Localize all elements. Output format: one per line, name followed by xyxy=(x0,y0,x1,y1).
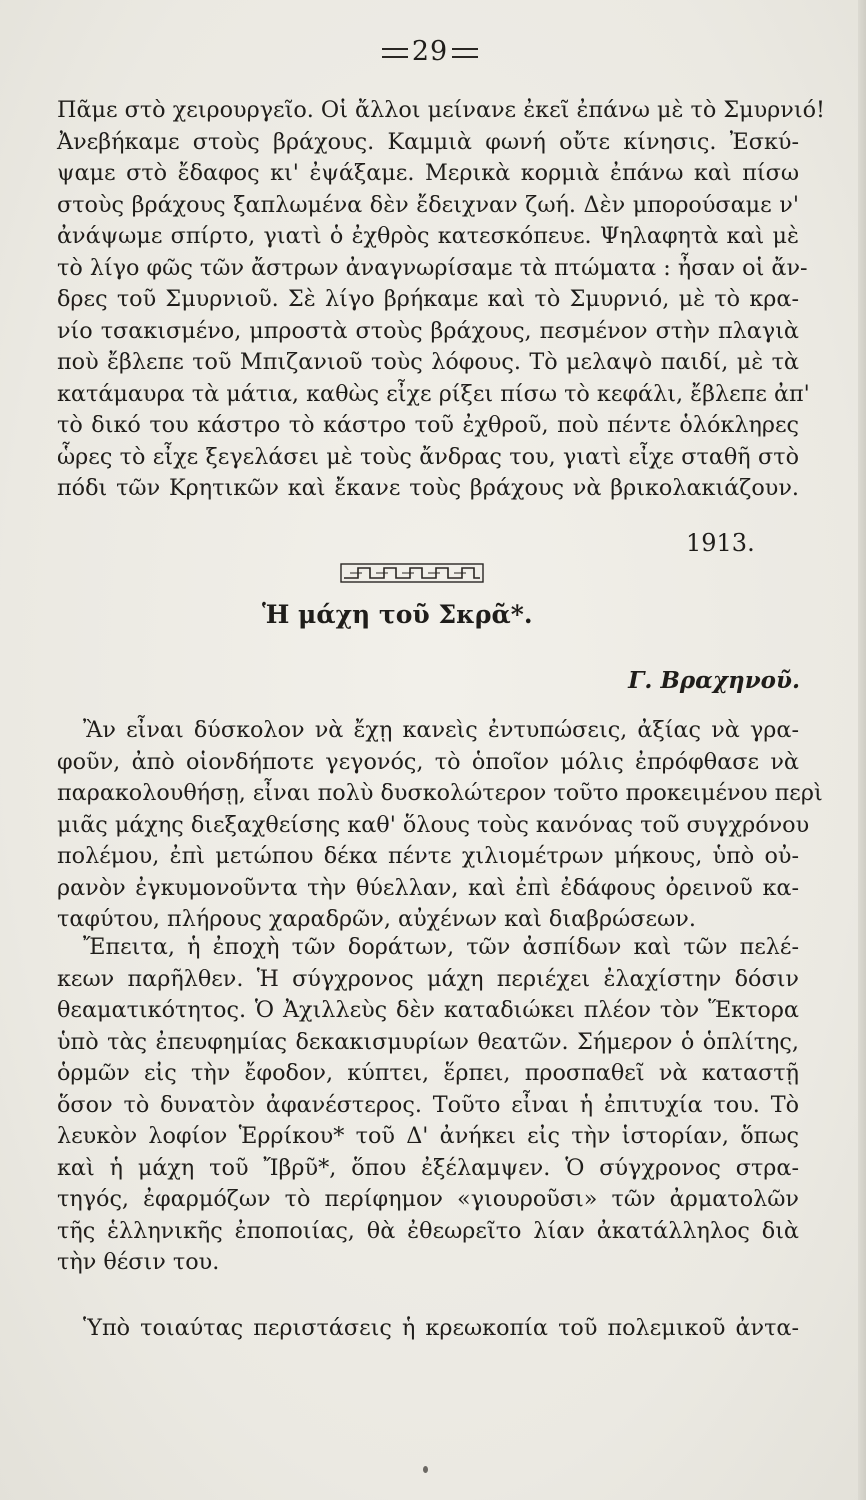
text-line: ἀνάψωμε σπίρτο, γιατὶ ὁ ἐχθρὸς κατεσκόπευε. Ψηλαφητὰ καὶ μὲ xyxy=(57,223,799,249)
text-line: Ἀνεβήκαμε στοὺς βράχους. Καμμιὰ φωνή οὔτε κίνησις. Ἐσκύ- xyxy=(57,128,799,155)
page-edge xyxy=(858,0,866,1500)
text-line: Πᾶμε στὸ χειρουργεῖο. Οἱ ἄλλοι μείνανε ἐκεῖ ἐπάνω μὲ τὸ Σμυρνιό! xyxy=(57,97,825,123)
ornament-divider xyxy=(340,560,484,586)
article-title: Ἡ μάχη τοῦ Σκρᾶ*. xyxy=(262,600,533,629)
text-line: κατάμαυρα τὰ μάτια, καθὼς εἶχε ρίξει πίσω τὸ κεφάλι, ἔβλεπε ἀπ' xyxy=(57,380,810,407)
text-line: ὧρες τὸ εἶχε ξεγελάσει μὲ τοὺς ἄνδρας του, γιατὶ εἶχε σταθῆ στὸ xyxy=(57,443,799,470)
text-line: τὸ δικό του κάστρο τὸ κάστρο τοῦ ἐχθροῦ, ποὺ πέντε ὁλόκληρες xyxy=(57,412,799,438)
text-line: λευκὸν λοφίον Ἑρρίκου* τοῦ Δ' ἀνήκει εἰς τὴν ἱστορίαν, ὅπως xyxy=(57,1123,799,1149)
ink-speck xyxy=(423,1466,428,1473)
text-line: Ἔπειτα, ἡ ἐποχὴ τῶν δοράτων, τῶν ἀσπίδων καὶ τῶν πελέ- xyxy=(83,934,799,960)
text-line: ψαμε στὸ ἔδαφος κι' ἐψάξαμε. Μερικὰ κορμιὰ ἐπάνω καὶ πίσω xyxy=(57,160,799,186)
article-author: Γ. Βραχηνοῦ. xyxy=(628,667,800,694)
year-signature: 1913. xyxy=(686,529,755,557)
text-line: ὑπὸ τὰς ἐπευφημίας δεκακισμυρίων θεατῶν. Σήμερον ὁ ὁπλίτης, xyxy=(57,1028,799,1055)
text-line: πόδι τῶν Κρητικῶν καὶ ἔκανε τοὺς βράχους νὰ βρικολακιάζουν. xyxy=(57,475,799,501)
text-line: δρες τοῦ Σμυρνιοῦ. Σὲ λίγο βρήκαμε καὶ τὸ Σμυρνιό, μὲ τὸ κρα- xyxy=(57,286,799,312)
text-line: μιᾶς μάχης διεξαχθείσης καθ' ὅλους τοὺς κανόνας τοῦ συγχρόνου xyxy=(57,811,810,838)
page-number: 29 xyxy=(340,36,520,67)
paragraph-4 xyxy=(57,1313,799,1345)
text-line: παρακολουθήσῃ, εἶναι πολὺ δυσκολώτερον τοῦτο προκειμένου περὶ xyxy=(57,780,823,806)
text-line: ὅσον τὸ δυνατὸν ἀφανέστερος. Τοῦτο εἶναι ἡ ἐπιτυχία του. Τὸ xyxy=(57,1091,799,1118)
paragraph-1 xyxy=(57,95,825,505)
text-line: ποὺ ἔβλεπε τοῦ Μπιζανιοῦ τοὺς λόφους. Τὸ μελαψὸ παιδί, μὲ τὰ xyxy=(57,349,799,375)
text-line: καὶ ἡ μάχη τοῦ Ἴβρῦ*, ὅπου ἐξέλαμψεν. Ὁ σύγχρονος στρα- xyxy=(57,1154,799,1181)
text-line: τὸ λίγο φῶς τῶν ἄστρων ἀναγνωρίσαμε τὰ πτώματα : ἦσαν οἱ ἄν- xyxy=(57,254,808,281)
paragraph-3 xyxy=(57,932,799,1279)
paragraph-2 xyxy=(57,715,823,936)
text-line: Ἂν εἶναι δύσκολον νὰ ἔχῃ κανεὶς ἐντυπώσεις, ἀξίας νὰ γρα- xyxy=(83,717,799,743)
text-line: τὴν θέσιν του. xyxy=(57,1249,220,1275)
text-line: πολέμου, ἐπὶ μετώπου δέκα πέντε χιλιομέτρων μήκους, ὑπὸ οὐ- xyxy=(57,843,799,869)
text-line: τῆς ἑλληνικῆς ἐποποιίας, θὰ ἐθεωρεῖτο λίαν ἀκατάλληλος διὰ xyxy=(57,1217,799,1244)
text-line: ταφύτου, πλήρους χαραδρῶν, αὐχένων καὶ διαβρώσεων. xyxy=(57,906,696,932)
text-line: στοὺς βράχους ξαπλωμένα δὲν ἔδειχναν ζωή. Δὲν μπορούσαμε ν' xyxy=(57,191,799,218)
text-line: κεων παρῆλθεν. Ἡ σύγχρονος μάχη περιέχει ἐλαχίστην δόσιν xyxy=(57,965,799,992)
text-line: θεαματικότητος. Ὁ Ἀχιλλεὺς δὲν καταδιώκει πλέον τὸν Ἕκτορα xyxy=(57,997,799,1023)
text-line: ρανὸν ἐγκυμονοῦντα τὴν θύελλαν, καὶ ἐπὶ ἐδάφους ὀρεινοῦ κα- xyxy=(57,874,799,901)
text-line: φοῦν, ἀπὸ οἱονδήποτε γεγονός, τὸ ὁποῖον μόλις ἐπρόφθασε νὰ xyxy=(57,748,799,775)
text-line: Ὑπὸ τοιαύτας περιστάσεις ἡ κρεωκοπία τοῦ πολεμικοῦ ἀντα- xyxy=(83,1315,799,1341)
text-line: τηγός, ἐφαρμόζων τὸ περίφημον «γιουροῦσι» τῶν ἀρματολῶν xyxy=(57,1186,799,1212)
text-line: ὁρμῶν εἰς τὴν ἔφοδον, κύπτει, ἕρπει, προσπαθεῖ νὰ καταστῇ xyxy=(57,1060,799,1086)
text-line: νίο τσακισμένο, μπροστὰ στοὺς βράχους, πεσμένον στὴν πλαγιὰ xyxy=(57,317,799,344)
